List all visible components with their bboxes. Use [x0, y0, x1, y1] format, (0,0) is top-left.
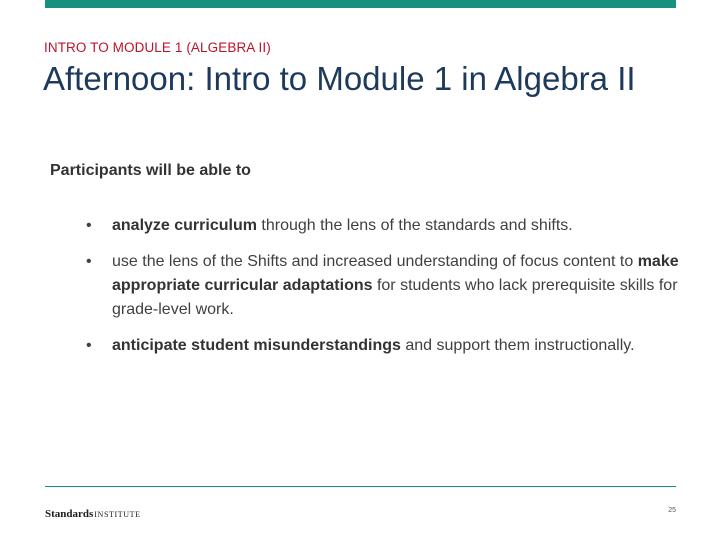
section-label: INTRO TO MODULE 1 (ALGEBRA II) [44, 40, 271, 55]
objective-3-highlight: anticipate student misunderstandings [112, 337, 401, 354]
top-accent-bar [45, 0, 676, 8]
objective-2-highlight: make appropriate curricular adaptations [112, 253, 679, 294]
objective-item-3 [86, 334, 696, 358]
objective-item-2 [86, 250, 696, 322]
logo-brand-text: Standards [45, 508, 94, 520]
objective-3-text: and support them instructionally. [400, 337, 635, 354]
page-number: 25 [668, 507, 676, 514]
slide-title: Afternoon: Intro to Module 1 in Algebra II [43, 60, 636, 97]
logo-suffix-text: INSTITUTE [94, 510, 141, 519]
objectives-intro: Participants will be able to [50, 162, 251, 179]
objective-item-1 [86, 214, 696, 238]
bullet-icon: • [86, 337, 92, 354]
bullet-icon: • [86, 253, 92, 270]
objectives-list [86, 214, 696, 370]
footer-divider [45, 486, 676, 487]
objective-1-highlight: analyze curriculum [112, 217, 257, 234]
objective-1-text: through the lens of the standards and shifts. [256, 217, 573, 234]
objective-2-lead: use the lens of the Shifts and increased understanding of focus content to [112, 253, 638, 270]
standards-institute-logo [45, 504, 141, 522]
bullet-icon: • [86, 217, 92, 234]
objective-2-text: for students who lack prerequisite skills for grade-level work. [112, 277, 678, 318]
